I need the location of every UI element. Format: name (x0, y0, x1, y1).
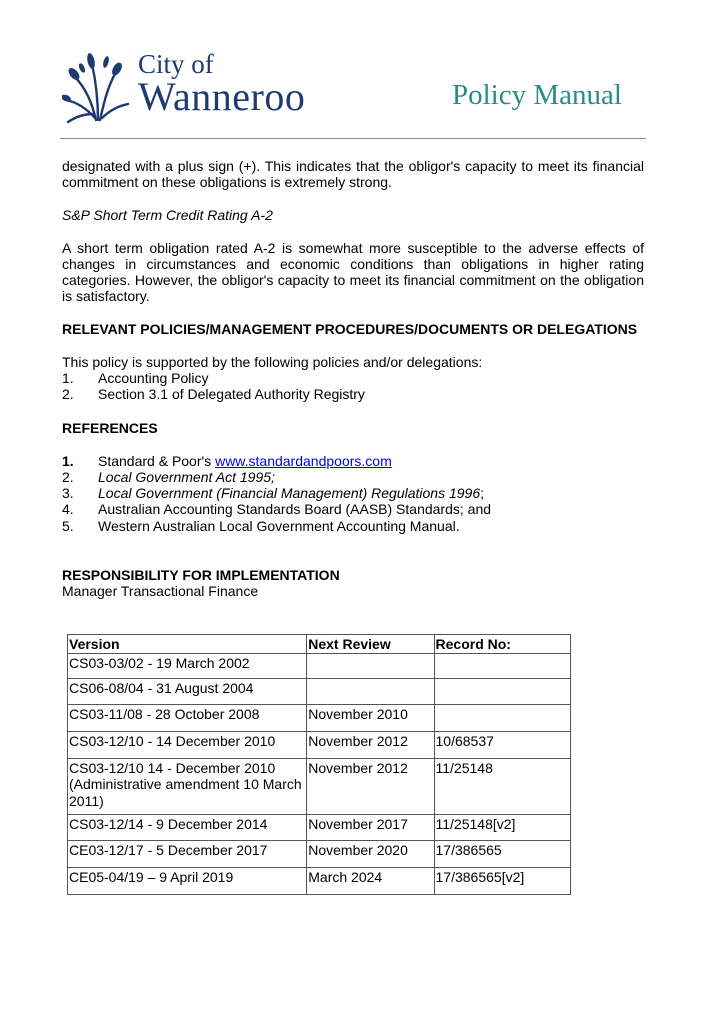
list-number: 4. (62, 501, 74, 518)
version-history-table (67, 634, 571, 895)
next-review-cell: March 2024 (307, 867, 434, 894)
city-of-wanneroo-logo (62, 48, 332, 128)
reference-italic-text: Local Government (Financial Management) Regulations 1996 (98, 485, 481, 502)
header-divider (60, 138, 646, 139)
record-no-cell: 11/25148[v2] (434, 814, 570, 840)
relevant-intro: This policy is supported by the following policies and/or delegations: (62, 354, 483, 370)
next-review-cell: November 2012 (307, 758, 434, 814)
table-row (68, 653, 571, 678)
version-cell: CS03-03/02 - 19 March 2002 (68, 653, 307, 678)
responsibility-heading: RESPONSIBILITY FOR IMPLEMENTATION (62, 567, 340, 584)
reference-suffix: ; (480, 485, 484, 502)
list-text (98, 485, 484, 501)
record-no-cell (434, 704, 570, 731)
record-no-cell: 10/68537 (434, 731, 570, 758)
relevant-policies-heading: RELEVANT POLICIES/MANAGEMENT PROCEDURES/DOCUMENTS OR DELEGATIONS (62, 321, 638, 337)
record-no-cell (434, 653, 570, 678)
table-row (68, 867, 571, 894)
column-header-next-review: Next Review (307, 635, 434, 654)
relevant-policies-list (62, 370, 644, 403)
table-row (68, 704, 571, 731)
list-item (62, 501, 644, 517)
version-cell: CS03-12/10 - 14 December 2010 (68, 731, 307, 758)
version-cell: CS06-08/04 - 31 August 2004 (68, 678, 307, 704)
list-number: 1. (62, 370, 74, 386)
version-cell: CE03-12/17 - 5 December 2017 (68, 840, 307, 867)
list-number: 5. (62, 517, 74, 534)
reference-text: Standard & Poor's (98, 452, 216, 469)
references-heading: REFERENCES (62, 419, 158, 436)
list-number: 3. (62, 485, 74, 502)
record-no-cell: 17/386565[v2] (434, 867, 570, 894)
document-title: Policy Manual (452, 79, 622, 111)
next-review-cell: November 2012 (307, 731, 434, 758)
list-text: Western Australian Local Government Accounting Manual. (98, 517, 460, 534)
table-row (68, 678, 571, 704)
table-row (68, 758, 571, 814)
table-header-row (68, 635, 571, 654)
column-header-version: Version (68, 635, 307, 654)
page-content (62, 158, 644, 599)
list-item (62, 370, 644, 386)
responsibility-text: Manager Transactional Finance (62, 583, 259, 600)
kangaroo-paw-icon (62, 48, 132, 124)
record-no-cell: 17/386565 (434, 840, 570, 867)
list-text: Local Government Act 1995; (98, 468, 275, 485)
next-review-cell: November 2020 (307, 840, 434, 867)
list-item (62, 453, 644, 469)
version-cell: CS03-11/08 - 28 October 2008 (68, 704, 307, 731)
next-review-cell (307, 678, 434, 704)
list-number: 1. (62, 452, 74, 469)
table-row (68, 814, 571, 840)
version-cell: CE05-04/19 – 9 April 2019 (68, 867, 307, 894)
next-review-cell: November 2010 (307, 704, 434, 731)
list-item (62, 386, 644, 402)
list-text (98, 453, 392, 469)
list-text: Australian Accounting Standards Board (AASB) Standards; and (98, 501, 492, 518)
rating-subheading: S&P Short Term Credit Rating A-2 (62, 207, 273, 223)
references-list (62, 453, 644, 534)
list-number: 2. (62, 468, 74, 485)
next-review-cell (307, 653, 434, 678)
list-item (62, 469, 644, 485)
next-review-cell: November 2017 (307, 814, 434, 840)
list-item (62, 485, 644, 501)
table-row (68, 731, 571, 758)
column-header-record-no: Record No: (434, 635, 570, 654)
record-no-cell: 11/25148 (434, 758, 570, 814)
record-no-cell (434, 678, 570, 704)
standard-and-poors-link[interactable]: www.standardandpoors.com (215, 452, 392, 469)
version-cell: CS03-12/14 - 9 December 2014 (68, 814, 307, 840)
rating-paragraph: A short term obligation rated A-2 is somewhat more susceptible to the adverse effects of changes in circumstances and economic conditions than obligations in higher rating categories. However, the obligor's capacity to meet its financial commitment on the obligation is satisfactory. (62, 240, 644, 304)
version-cell: CS03-12/10 14 - December 2010 (Administrative amendment 10 March 2011) (68, 758, 307, 814)
list-text: Section 3.1 of Delegated Authority Registry (98, 386, 365, 403)
list-text: Accounting Policy (98, 370, 209, 386)
list-item (62, 518, 644, 534)
page-header (0, 0, 705, 140)
logo-text-city-of: City of (138, 49, 214, 79)
list-number: 2. (62, 386, 74, 403)
logo-text-wanneroo: Wanneroo (138, 74, 306, 119)
continued-paragraph: designated with a plus sign (+). This indicates that the obligor's capacity to meet its financial commitment on these obligations is extremely strong. (62, 158, 644, 190)
table-row (68, 840, 571, 867)
